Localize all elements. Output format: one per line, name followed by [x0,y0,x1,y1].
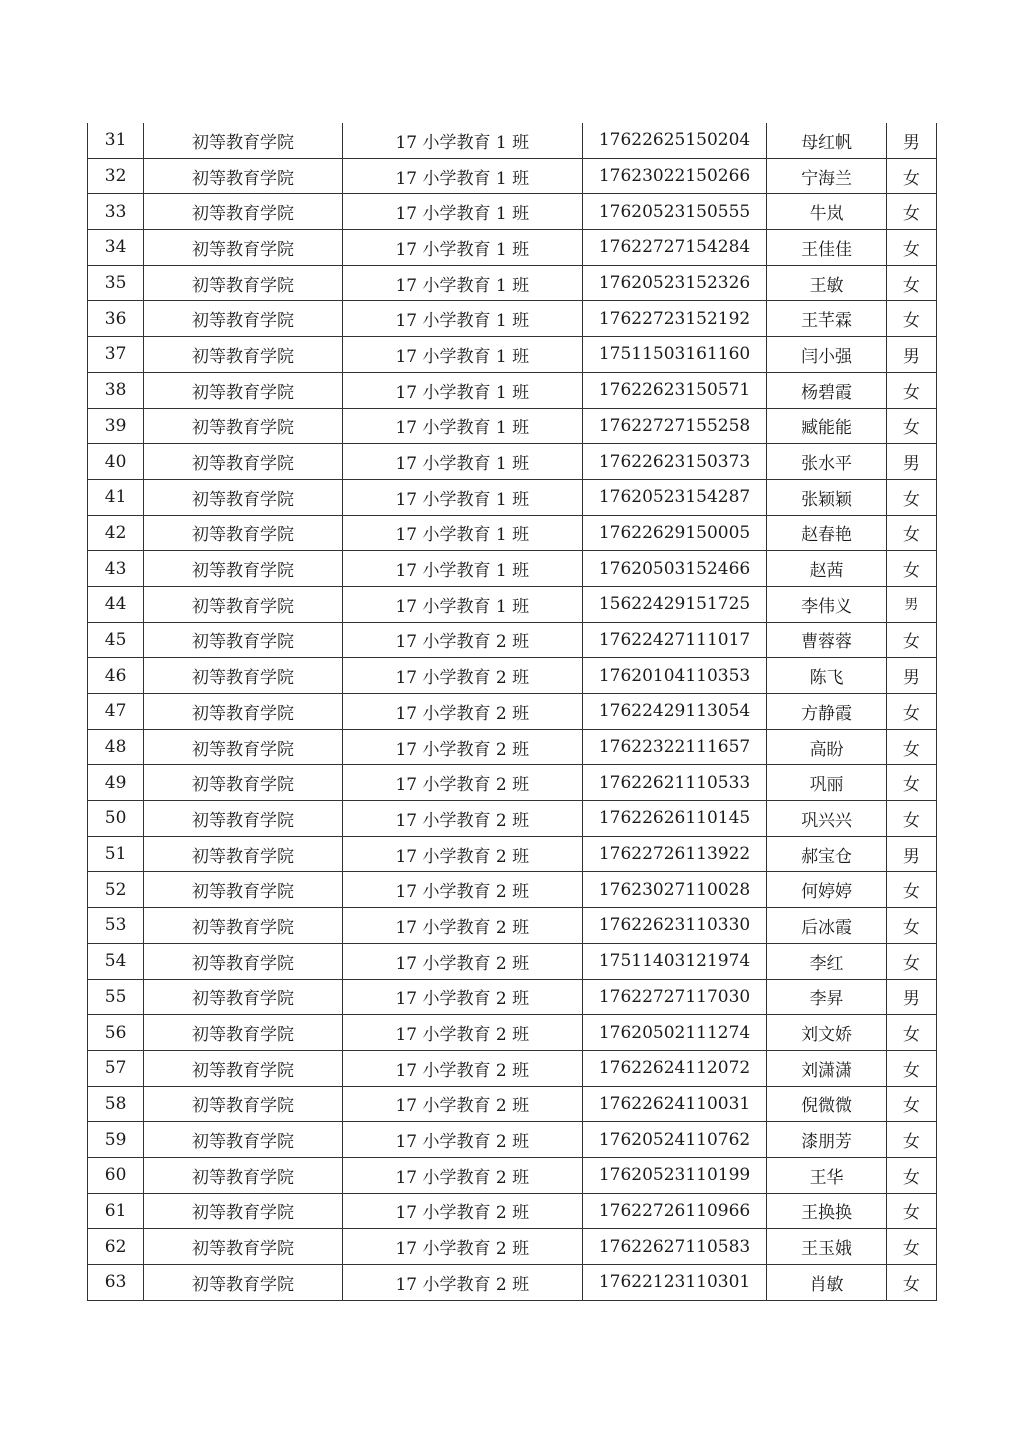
college-cell: 初等教育学院 [144,551,343,587]
class-cell: 17 小学教育 2 班 [342,1122,582,1158]
student-name-cell: 宁海兰 [767,158,886,194]
gender-cell: 女 [886,1229,936,1265]
row-number: 61 [88,1193,144,1229]
table-row [88,943,937,979]
gender-cell: 女 [886,801,936,837]
table-row [88,301,937,337]
student-name-cell: 赵茜 [767,551,886,587]
row-number: 54 [88,943,144,979]
class-cell: 17 小学教育 2 班 [342,801,582,837]
student-name-cell: 曹蓉蓉 [767,622,886,658]
college-cell: 初等教育学院 [144,194,343,230]
college-cell: 初等教育学院 [144,1193,343,1229]
row-number: 51 [88,836,144,872]
student-id-cell: 17622624112072 [582,1050,767,1086]
student-id-cell: 17620523154287 [582,479,767,515]
student-name-cell: 王玉娥 [767,1229,886,1265]
student-id-cell: 17622623150571 [582,372,767,408]
student-name-cell: 王佳佳 [767,230,886,266]
class-cell: 17 小学教育 1 班 [342,444,582,480]
row-number: 41 [88,479,144,515]
row-number: 35 [88,265,144,301]
class-cell: 17 小学教育 2 班 [342,1229,582,1265]
table-row [88,801,937,837]
table-row [88,694,937,730]
class-cell: 17 小学教育 2 班 [342,872,582,908]
class-cell: 17 小学教育 2 班 [342,765,582,801]
class-cell: 17 小学教育 1 班 [342,337,582,373]
table-row [88,1265,937,1301]
student-name-cell: 李伟义 [767,586,886,622]
table-row [88,408,937,444]
class-cell: 17 小学教育 2 班 [342,836,582,872]
class-cell: 17 小学教育 2 班 [342,694,582,730]
row-number: 59 [88,1122,144,1158]
row-number: 62 [88,1229,144,1265]
student-id-cell: 17623022150266 [582,158,767,194]
gender-cell: 女 [886,943,936,979]
class-cell: 17 小学教育 2 班 [342,943,582,979]
table-row [88,551,937,587]
table-row [88,479,937,515]
gender-cell: 女 [886,408,936,444]
student-id-cell: 17620523150555 [582,194,767,230]
table-row [88,658,937,694]
college-cell: 初等教育学院 [144,1157,343,1193]
roster-body [88,123,937,1300]
student-id-cell: 17622624110031 [582,1086,767,1122]
class-cell: 17 小学教育 2 班 [342,1050,582,1086]
table-row [88,1157,937,1193]
student-id-cell: 17620524110762 [582,1122,767,1158]
student-name-cell: 闫小强 [767,337,886,373]
gender-cell: 女 [886,515,936,551]
class-cell: 17 小学教育 2 班 [342,622,582,658]
table-row [88,908,937,944]
row-number: 63 [88,1265,144,1301]
college-cell: 初等教育学院 [144,694,343,730]
gender-cell: 女 [886,1015,936,1051]
student-name-cell: 张颖颖 [767,479,886,515]
student-name-cell: 巩丽 [767,765,886,801]
gender-cell: 男 [886,123,936,158]
gender-cell: 男 [886,836,936,872]
student-id-cell: 17511403121974 [582,943,767,979]
college-cell: 初等教育学院 [144,1050,343,1086]
student-id-cell: 17620523152326 [582,265,767,301]
student-name-cell: 臧能能 [767,408,886,444]
row-number: 38 [88,372,144,408]
row-number: 36 [88,301,144,337]
college-cell: 初等教育学院 [144,729,343,765]
student-name-cell: 李昇 [767,979,886,1015]
gender-cell: 女 [886,1086,936,1122]
college-cell: 初等教育学院 [144,658,343,694]
college-cell: 初等教育学院 [144,123,343,158]
student-id-cell: 17622322111657 [582,729,767,765]
student-id-cell: 17622429113054 [582,694,767,730]
student-name-cell: 王华 [767,1157,886,1193]
college-cell: 初等教育学院 [144,1229,343,1265]
gender-cell: 女 [886,1265,936,1301]
student-id-cell: 17622727155258 [582,408,767,444]
gender-cell: 女 [886,765,936,801]
table-row [88,230,937,266]
student-name-cell: 倪微微 [767,1086,886,1122]
college-cell: 初等教育学院 [144,372,343,408]
student-id-cell: 17620502111274 [582,1015,767,1051]
table-row [88,337,937,373]
college-cell: 初等教育学院 [144,622,343,658]
row-number: 43 [88,551,144,587]
row-number: 34 [88,230,144,266]
table-row [88,265,937,301]
gender-cell: 男 [886,444,936,480]
row-number: 55 [88,979,144,1015]
student-id-cell: 17622621110533 [582,765,767,801]
college-cell: 初等教育学院 [144,765,343,801]
row-number: 31 [88,123,144,158]
gender-cell: 男 [886,337,936,373]
student-id-cell: 17622623110330 [582,908,767,944]
row-number: 46 [88,658,144,694]
class-cell: 17 小学教育 2 班 [342,1086,582,1122]
table-row [88,979,937,1015]
student-name-cell: 陈飞 [767,658,886,694]
student-id-cell: 15622429151725 [582,586,767,622]
table-row [88,1193,937,1229]
gender-cell: 女 [886,551,936,587]
student-name-cell: 张水平 [767,444,886,480]
row-number: 57 [88,1050,144,1086]
gender-cell: 女 [886,729,936,765]
student-id-cell: 17623027110028 [582,872,767,908]
class-cell: 17 小学教育 1 班 [342,515,582,551]
table-row [88,1015,937,1051]
class-cell: 17 小学教育 1 班 [342,301,582,337]
college-cell: 初等教育学院 [144,1265,343,1301]
gender-cell: 女 [886,1193,936,1229]
row-number: 48 [88,729,144,765]
class-cell: 17 小学教育 2 班 [342,1193,582,1229]
student-id-cell: 17622723152192 [582,301,767,337]
student-id-cell: 17620104110353 [582,658,767,694]
student-name-cell: 母红帆 [767,123,886,158]
table-row [88,872,937,908]
student-name-cell: 王敏 [767,265,886,301]
college-cell: 初等教育学院 [144,979,343,1015]
gender-cell: 女 [886,908,936,944]
row-number: 53 [88,908,144,944]
gender-cell: 女 [886,1050,936,1086]
table-row [88,123,937,158]
student-name-cell: 刘文娇 [767,1015,886,1051]
student-name-cell: 赵春艳 [767,515,886,551]
college-cell: 初等教育学院 [144,265,343,301]
row-number: 50 [88,801,144,837]
class-cell: 17 小学教育 2 班 [342,908,582,944]
table-row [88,1229,937,1265]
student-id-cell: 17622427111017 [582,622,767,658]
table-row [88,444,937,480]
college-cell: 初等教育学院 [144,801,343,837]
gender-cell: 女 [886,479,936,515]
student-id-cell: 17622726113922 [582,836,767,872]
table-row [88,372,937,408]
class-cell: 17 小学教育 1 班 [342,230,582,266]
table-row [88,515,937,551]
class-cell: 17 小学教育 1 班 [342,194,582,230]
gender-cell: 女 [886,1122,936,1158]
college-cell: 初等教育学院 [144,158,343,194]
gender-cell: 女 [886,372,936,408]
row-number: 49 [88,765,144,801]
row-number: 42 [88,515,144,551]
college-cell: 初等教育学院 [144,943,343,979]
student-name-cell: 方静霞 [767,694,886,730]
class-cell: 17 小学教育 1 班 [342,551,582,587]
gender-cell: 女 [886,158,936,194]
student-name-cell: 王芊霖 [767,301,886,337]
class-cell: 17 小学教育 1 班 [342,265,582,301]
class-cell: 17 小学教育 1 班 [342,586,582,622]
class-cell: 17 小学教育 1 班 [342,158,582,194]
class-cell: 17 小学教育 1 班 [342,408,582,444]
row-number: 40 [88,444,144,480]
college-cell: 初等教育学院 [144,908,343,944]
gender-cell: 女 [886,194,936,230]
student-id-cell: 17511503161160 [582,337,767,373]
student-id-cell: 17622625150204 [582,123,767,158]
student-name-cell: 肖敏 [767,1265,886,1301]
student-name-cell: 牛岚 [767,194,886,230]
row-number: 58 [88,1086,144,1122]
student-name-cell: 王换换 [767,1193,886,1229]
table-row [88,729,937,765]
class-cell: 17 小学教育 2 班 [342,1265,582,1301]
college-cell: 初等教育学院 [144,230,343,266]
row-number: 37 [88,337,144,373]
row-number: 60 [88,1157,144,1193]
student-id-cell: 17622629150005 [582,515,767,551]
student-name-cell: 巩兴兴 [767,801,886,837]
gender-cell: 女 [886,872,936,908]
student-id-cell: 17622626110145 [582,801,767,837]
row-number: 47 [88,694,144,730]
table-row [88,194,937,230]
college-cell: 初等教育学院 [144,337,343,373]
row-number: 52 [88,872,144,908]
student-name-cell: 后冰霞 [767,908,886,944]
gender-cell: 女 [886,694,936,730]
college-cell: 初等教育学院 [144,1086,343,1122]
college-cell: 初等教育学院 [144,444,343,480]
gender-cell: 男 [886,586,936,622]
table-row [88,586,937,622]
class-cell: 17 小学教育 2 班 [342,1157,582,1193]
college-cell: 初等教育学院 [144,1015,343,1051]
student-name-cell: 高盼 [767,729,886,765]
class-cell: 17 小学教育 1 班 [342,123,582,158]
student-name-cell: 漆朋芳 [767,1122,886,1158]
gender-cell: 女 [886,265,936,301]
student-name-cell: 杨碧霞 [767,372,886,408]
college-cell: 初等教育学院 [144,515,343,551]
student-name-cell: 李红 [767,943,886,979]
college-cell: 初等教育学院 [144,586,343,622]
student-name-cell: 郝宝仓 [767,836,886,872]
row-number: 56 [88,1015,144,1051]
class-cell: 17 小学教育 2 班 [342,729,582,765]
table-row [88,836,937,872]
student-id-cell: 17622123110301 [582,1265,767,1301]
row-number: 39 [88,408,144,444]
class-cell: 17 小学教育 2 班 [342,658,582,694]
college-cell: 初等教育学院 [144,836,343,872]
gender-cell: 女 [886,230,936,266]
table-row [88,1086,937,1122]
student-roster-table [87,123,937,1301]
class-cell: 17 小学教育 2 班 [342,979,582,1015]
row-number: 33 [88,194,144,230]
student-name-cell: 刘潇潇 [767,1050,886,1086]
student-id-cell: 17622727154284 [582,230,767,266]
gender-cell: 女 [886,301,936,337]
table-row [88,1050,937,1086]
gender-cell: 女 [886,622,936,658]
gender-cell: 男 [886,658,936,694]
row-number: 32 [88,158,144,194]
college-cell: 初等教育学院 [144,872,343,908]
student-id-cell: 17622623150373 [582,444,767,480]
student-id-cell: 17622727117030 [582,979,767,1015]
table-row [88,765,937,801]
row-number: 44 [88,586,144,622]
class-cell: 17 小学教育 2 班 [342,1015,582,1051]
college-cell: 初等教育学院 [144,301,343,337]
college-cell: 初等教育学院 [144,1122,343,1158]
table-row [88,1122,937,1158]
college-cell: 初等教育学院 [144,479,343,515]
class-cell: 17 小学教育 1 班 [342,372,582,408]
gender-cell: 女 [886,1157,936,1193]
student-id-cell: 17622726110966 [582,1193,767,1229]
student-name-cell: 何婷婷 [767,872,886,908]
student-id-cell: 17620523110199 [582,1157,767,1193]
student-id-cell: 17620503152466 [582,551,767,587]
class-cell: 17 小学教育 1 班 [342,479,582,515]
gender-cell: 男 [886,979,936,1015]
table-row [88,622,937,658]
college-cell: 初等教育学院 [144,408,343,444]
student-id-cell: 17622627110583 [582,1229,767,1265]
row-number: 45 [88,622,144,658]
table-row [88,158,937,194]
